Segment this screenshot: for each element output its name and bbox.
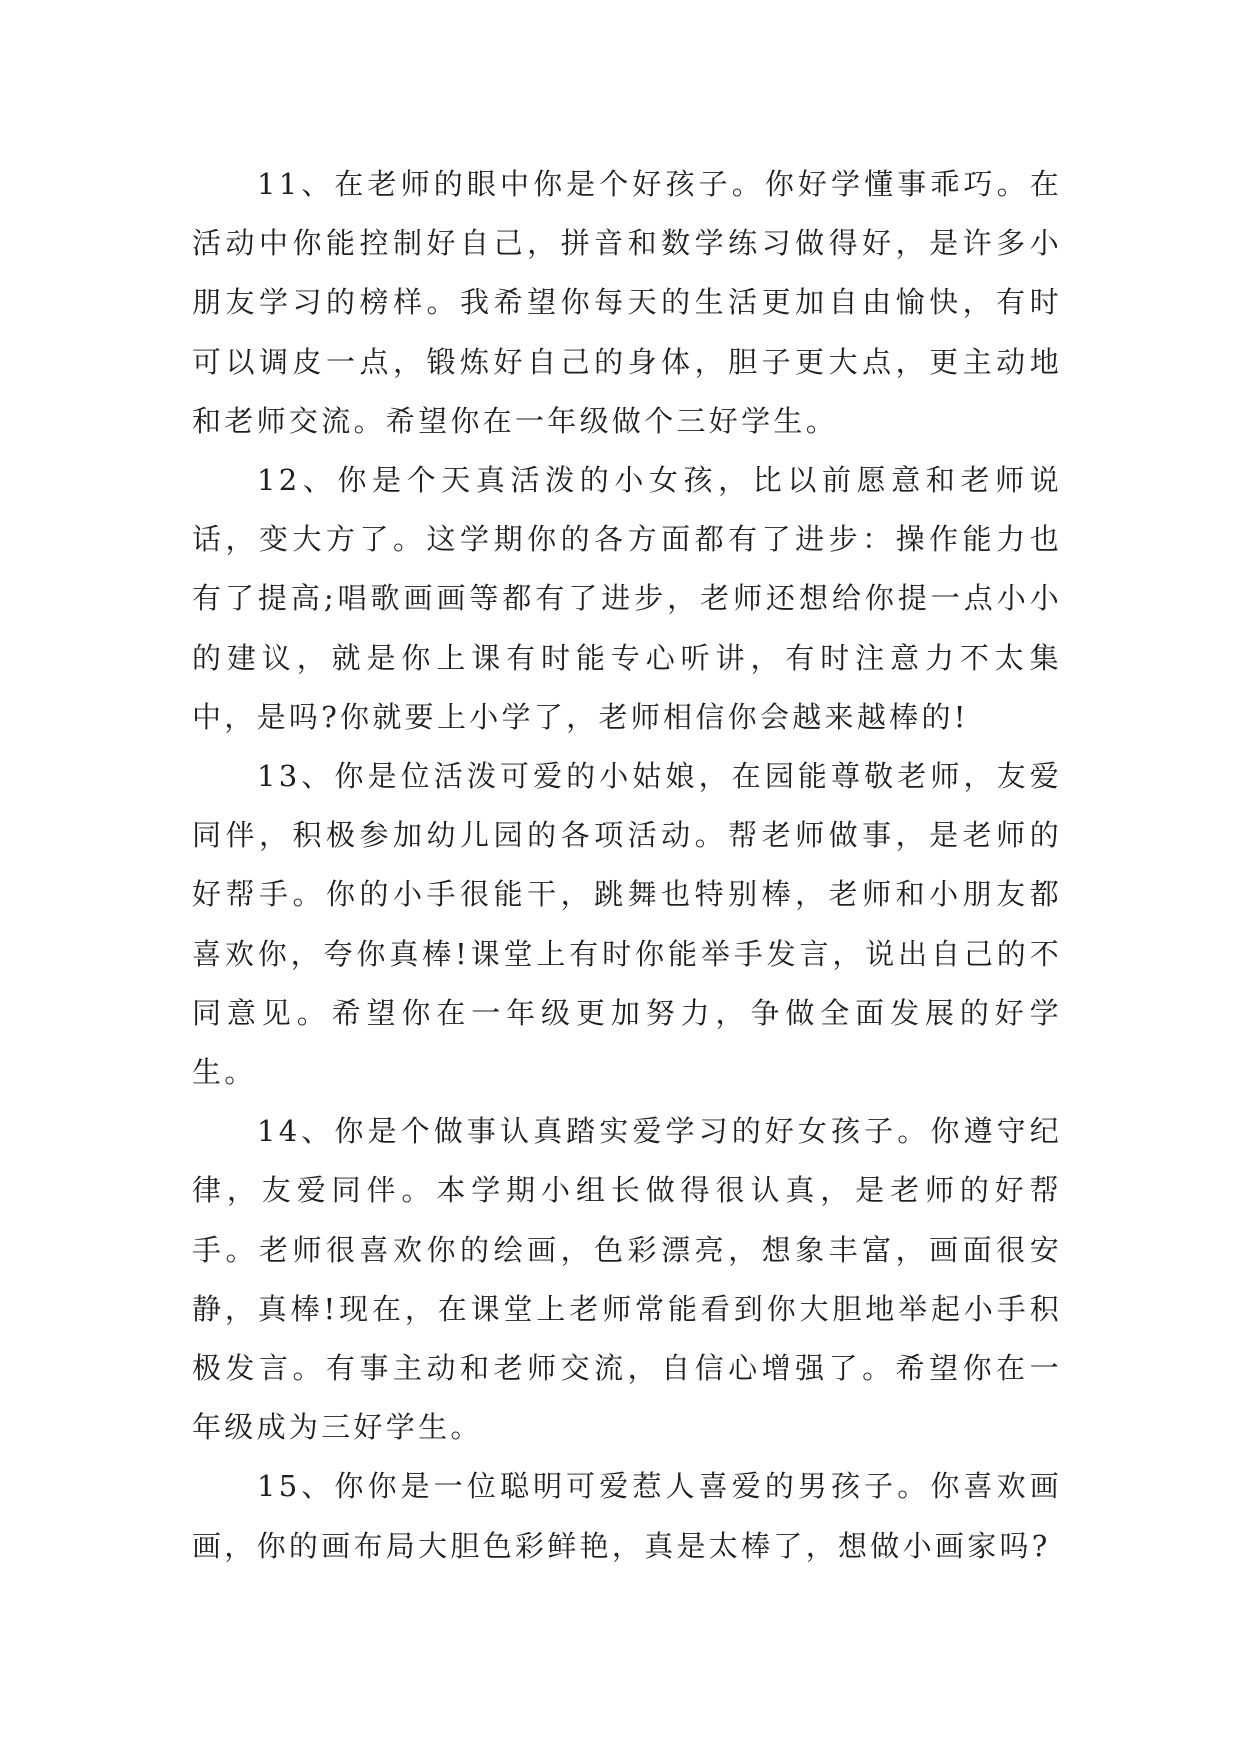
paragraph-15: 15、你你是一位聪明可爱惹人喜爱的男孩子。你喜欢画画，你的画布局大胆色彩鲜艳，真是太棒了，想做小画家吗? bbox=[192, 1469, 1062, 1563]
paragraph-12: 12、你是个天真活泼的小女孩，比以前愿意和老师说话，变大方了。这学期你的各方面都有了进步：操作能力也有了提高;唱歌画画等都有了进步，老师还想给你提一点小小的建议，就是你上课有时能专心听讲，有时注意力不太集中，是吗?你就要上小学了，老师相信你会越来越棒的! bbox=[192, 463, 1062, 734]
paragraph-14: 14、你是个做事认真踏实爱学习的好女孩子。你遵守纪律，友爱同伴。本学期小组长做得很认真，是老师的好帮手。老师很喜欢你的绘画，色彩漂亮，想象丰富，画面很安静，真棒!现在，在课堂上老师常能看到你大胆地举起小手积极发言。有事主动和老师交流，自信心增强了。希望你在一年级成为三好学生。 bbox=[192, 1114, 1062, 1445]
document-body bbox=[192, 155, 1062, 1576]
paragraph-13: 13、你是位活泼可爱的小姑娘，在园能尊敬老师，友爱同伴，积极参加幼儿园的各项活动。帮老师做事，是老师的好帮手。你的小手很能干，跳舞也特别棒，老师和小朋友都喜欢你，夸你真棒!课堂上有时你能举手发言，说出自己的不同意见。希望你在一年级更加努力，争做全面发展的好学生。 bbox=[192, 759, 1062, 1090]
paragraph-11: 11、在老师的眼中你是个好孩子。你好学懂事乖巧。在活动中你能控制好自己，拼音和数学练习做得好，是许多小朋友学习的榜样。我希望你每天的生活更加自由愉快，有时可以调皮一点，锻炼好自己的身体，胆子更大点，更主动地和老师交流。希望你在一年级做个三好学生。 bbox=[192, 167, 1062, 438]
